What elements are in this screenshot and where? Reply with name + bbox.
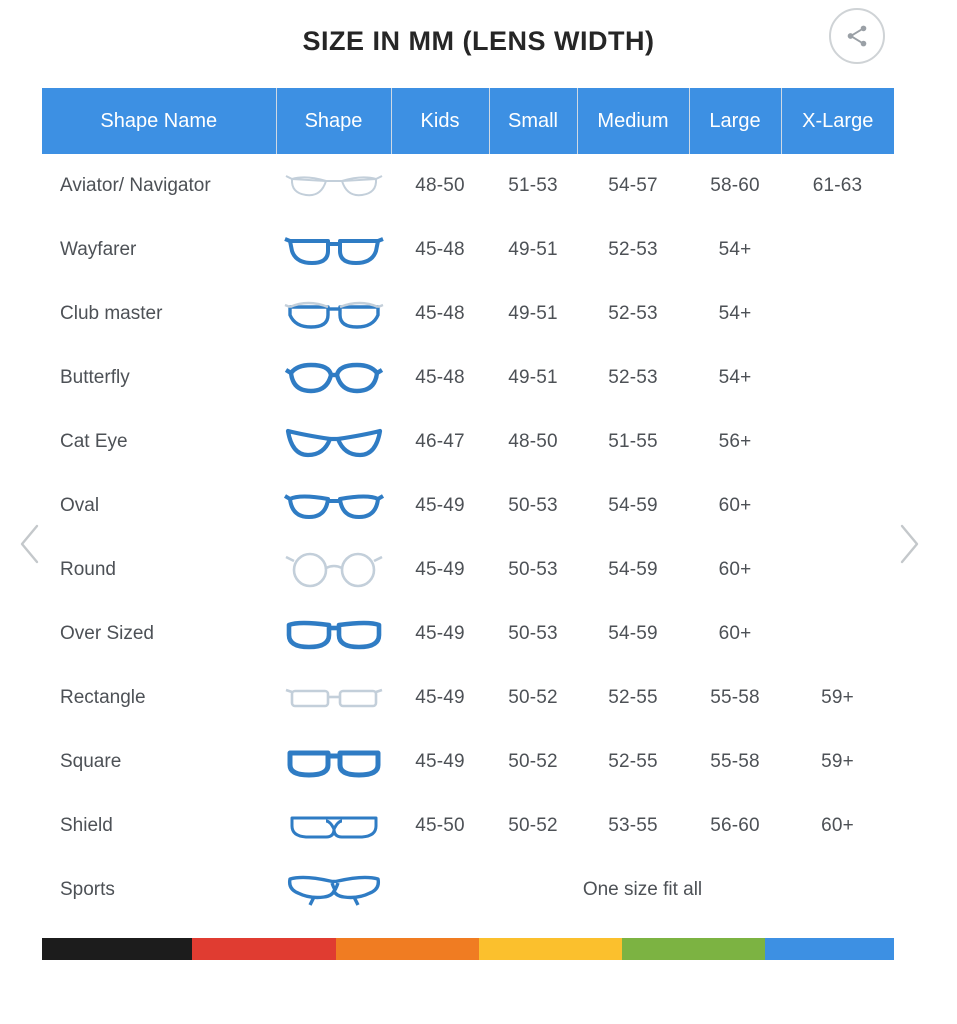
shape-cell: [276, 410, 391, 474]
size-medium: 52-53: [608, 239, 658, 260]
column-header-shape: Shape: [276, 88, 391, 154]
size-chart-table-wrapper: [42, 88, 894, 922]
column-header-large: Large: [689, 88, 781, 154]
carousel-prev-button[interactable]: [14, 520, 54, 570]
table-body: [42, 154, 894, 922]
shape-cell: [276, 218, 391, 282]
size-medium: 52-55: [608, 751, 658, 772]
size-medium: 52-53: [608, 303, 658, 324]
table-row: [42, 282, 894, 346]
table-row: [42, 602, 894, 666]
table-row: [42, 538, 894, 602]
shape-name: Square: [60, 751, 122, 772]
color-segment-5: [622, 938, 765, 960]
oval-glasses-icon: [284, 485, 384, 527]
size-kids: 45-48: [415, 239, 465, 260]
size-small: 49-51: [508, 239, 558, 260]
table-row: [42, 858, 894, 922]
one-size-note: One size fit all: [582, 879, 703, 900]
color-segment-6: [765, 938, 894, 960]
size-medium: 52-53: [608, 367, 658, 388]
cateye-glasses-icon: [284, 421, 384, 463]
size-medium: 53-55: [608, 815, 658, 836]
shape-cell: [276, 154, 391, 218]
size-xlarge: [781, 410, 894, 474]
table-row: [42, 474, 894, 538]
color-segment-4: [479, 938, 622, 960]
butterfly-glasses-icon: [284, 357, 384, 399]
size-large: 58-60: [710, 175, 760, 196]
size-large: 54+: [718, 239, 752, 260]
shape-cell: [276, 794, 391, 858]
size-xlarge: 60+: [821, 815, 854, 836]
chevron-left-icon: [14, 520, 54, 568]
size-xlarge: [781, 346, 894, 410]
size-small: 49-51: [508, 367, 558, 388]
size-small: 50-53: [508, 623, 558, 644]
shape-cell: [276, 346, 391, 410]
shape-cell: [276, 538, 391, 602]
shape-name: Oval: [60, 495, 100, 516]
shape-name: Club master: [60, 303, 163, 324]
size-large: 56-60: [710, 815, 760, 836]
shape-name: Wayfarer: [60, 239, 137, 260]
oversized-glasses-icon: [284, 613, 384, 655]
page-title: SIZE IN MM (LENS WIDTH): [302, 26, 655, 56]
size-xlarge: 59+: [821, 687, 854, 708]
size-small: 50-53: [508, 495, 558, 516]
size-large: 60+: [718, 623, 752, 644]
table-row: [42, 154, 894, 218]
table-row: [42, 794, 894, 858]
shape-cell: [276, 730, 391, 794]
size-kids: 45-48: [415, 367, 465, 388]
size-kids: 45-49: [415, 495, 465, 516]
table-header-row: [42, 88, 894, 154]
size-xlarge: 59+: [821, 751, 854, 772]
size-kids: 45-49: [415, 623, 465, 644]
size-medium: 54-59: [608, 559, 658, 580]
column-header-xlarge: X-Large: [781, 88, 894, 154]
wayfarer-glasses-icon: [284, 229, 384, 271]
size-kids: 46-47: [415, 431, 465, 452]
round-glasses-icon: [284, 549, 384, 591]
table-row: [42, 218, 894, 282]
shape-cell: [276, 666, 391, 730]
size-medium: 54-59: [608, 623, 658, 644]
table-row: [42, 346, 894, 410]
size-medium: 51-55: [608, 431, 658, 452]
shape-name: Butterfly: [60, 367, 130, 388]
shape-name: Sports: [60, 879, 115, 900]
column-header-small: Small: [489, 88, 577, 154]
share-button[interactable]: [829, 8, 885, 64]
size-large: 60+: [718, 495, 752, 516]
size-large: 54+: [718, 367, 752, 388]
size-small: 49-51: [508, 303, 558, 324]
column-header-shape-name: Shape Name: [42, 88, 276, 154]
table-header: [42, 88, 894, 154]
aviator-glasses-icon: [284, 165, 384, 207]
size-kids: 45-49: [415, 559, 465, 580]
column-header-medium: Medium: [577, 88, 689, 154]
shape-name: Shield: [60, 815, 113, 836]
table-row: [42, 730, 894, 794]
sports-glasses-icon: [284, 869, 384, 911]
size-kids: 48-50: [415, 175, 465, 196]
carousel-next-button[interactable]: [891, 520, 931, 570]
color-segment-2: [192, 938, 335, 960]
size-chart-table: [42, 88, 894, 922]
shape-cell: [276, 474, 391, 538]
size-large: 55-58: [710, 751, 760, 772]
size-xlarge: [781, 218, 894, 282]
size-xlarge: 61-63: [812, 175, 863, 196]
shape-name: Rectangle: [60, 687, 146, 708]
shape-cell: [276, 602, 391, 666]
color-bar: [42, 938, 894, 960]
size-small: 50-52: [508, 751, 558, 772]
shield-glasses-icon: [284, 805, 384, 847]
color-segment-3: [336, 938, 479, 960]
shape-name: Over Sized: [60, 623, 154, 644]
column-header-kids: Kids: [391, 88, 489, 154]
size-xlarge: [781, 282, 894, 346]
size-kids: 45-49: [415, 687, 465, 708]
size-medium: 54-57: [608, 175, 658, 196]
size-small: 51-53: [508, 175, 558, 196]
shape-name: Aviator/ Navigator: [60, 175, 211, 196]
size-small: 48-50: [508, 431, 558, 452]
size-small: 50-52: [508, 687, 558, 708]
table-row: [42, 666, 894, 730]
document-header: [0, 0, 957, 88]
size-large: 60+: [718, 559, 752, 580]
table-row: [42, 410, 894, 474]
clubmaster-glasses-icon: [284, 293, 384, 335]
size-large: 56+: [718, 431, 752, 452]
color-segment-1: [42, 938, 192, 960]
size-xlarge: [781, 474, 894, 538]
shape-cell: [276, 858, 391, 922]
share-icon: [844, 23, 870, 49]
size-medium: 54-59: [608, 495, 658, 516]
shape-name: Cat Eye: [60, 431, 128, 452]
size-medium: 52-55: [608, 687, 658, 708]
size-large: 54+: [718, 303, 752, 324]
size-xlarge: [781, 538, 894, 602]
size-kids: 45-50: [415, 815, 465, 836]
chevron-right-icon: [891, 520, 931, 568]
size-kids: 45-49: [415, 751, 465, 772]
size-kids: 45-48: [415, 303, 465, 324]
shape-cell: [276, 282, 391, 346]
size-small: 50-52: [508, 815, 558, 836]
square-glasses-icon: [284, 741, 384, 783]
size-small: 50-53: [508, 559, 558, 580]
size-large: 55-58: [710, 687, 760, 708]
shape-name: Round: [60, 559, 116, 580]
rectangle-glasses-icon: [284, 677, 384, 719]
size-xlarge: [781, 602, 894, 666]
